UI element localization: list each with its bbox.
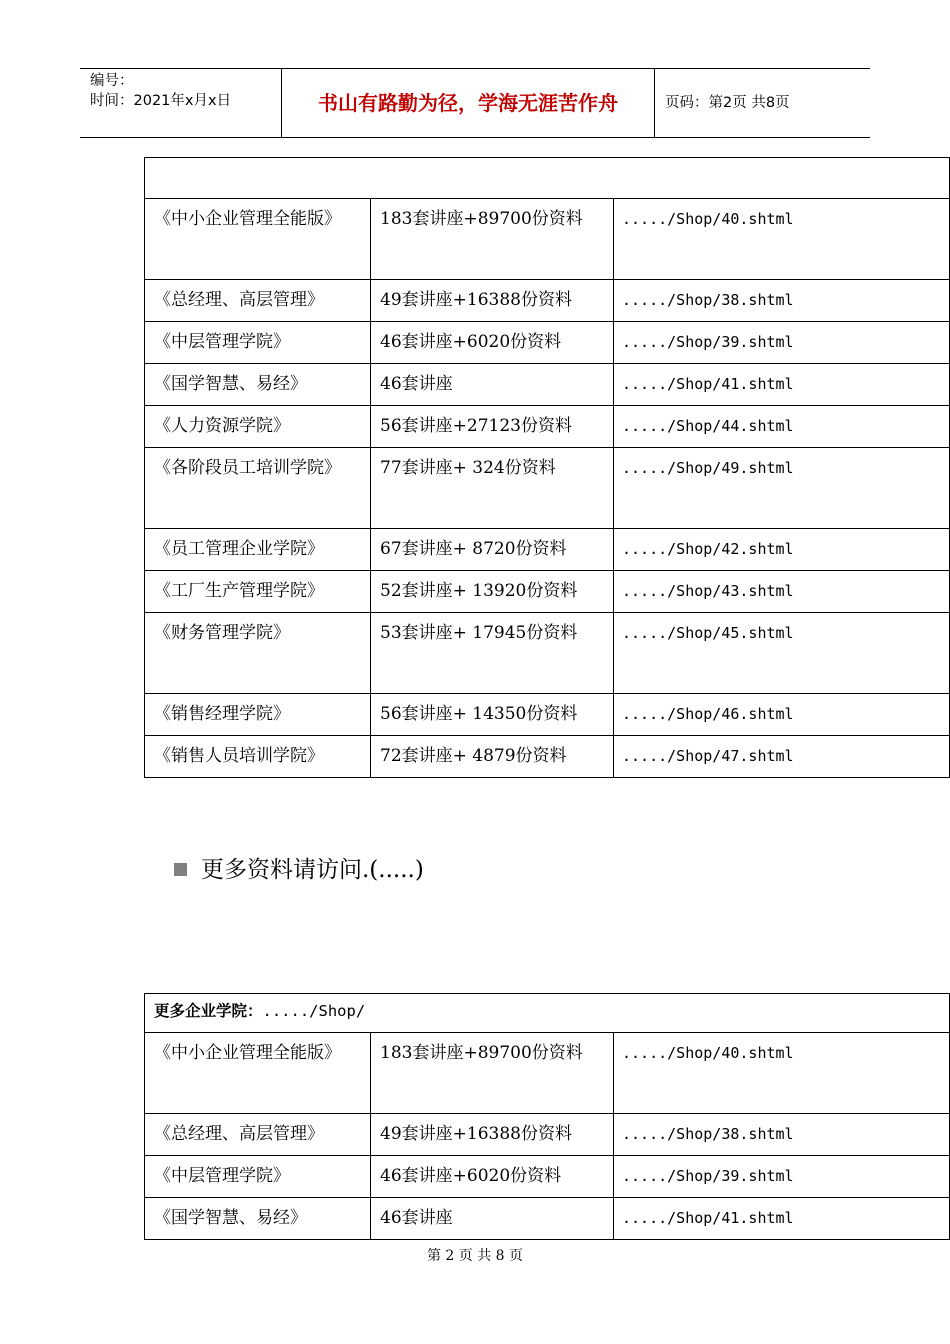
header-page-info: 页码：第2页 共8页 (665, 95, 790, 111)
course-content: 77套讲座+ 324份资料 (371, 448, 614, 529)
course-content: 46套讲座 (371, 364, 614, 406)
course-name: 《中层管理学院》 (145, 322, 371, 364)
table-row (145, 736, 950, 778)
course-name: 《工厂生产管理学院》 (145, 571, 371, 613)
table-row (145, 1033, 950, 1114)
page-footer: 第 2 页 共 8 页 (426, 1248, 524, 1264)
table-heading (145, 994, 950, 1033)
course-name: 《中小企业管理全能版》 (145, 199, 371, 280)
table-heading-link[interactable]: ...../Shop/ (262, 1002, 366, 1020)
table-row (145, 364, 950, 406)
course-name: 《中小企业管理全能版》 (145, 1033, 371, 1114)
course-link[interactable]: ...../Shop/40.shtml (614, 199, 950, 280)
table-row (145, 280, 950, 322)
course-name: 《中层管理学院》 (145, 1156, 371, 1198)
header-motto: 书山有路勤为径，学海无涯苦作舟 (282, 69, 655, 137)
course-content: 49套讲座+16388份资料 (371, 1114, 614, 1156)
table-header-row (145, 994, 950, 1033)
course-link[interactable]: ...../Shop/47.shtml (614, 736, 950, 778)
header-meta (80, 69, 282, 137)
course-content: 46套讲座+6020份资料 (371, 322, 614, 364)
course-link[interactable]: ...../Shop/42.shtml (614, 529, 950, 571)
course-link[interactable]: ...../Shop/41.shtml (614, 364, 950, 406)
course-content: 183套讲座+89700份资料 (371, 1033, 614, 1114)
table-heading-label: 更多企业学院： (154, 1002, 263, 1020)
more-resources-text[interactable]: 更多资料请访问.(.....) (201, 857, 424, 883)
course-name: 《国学智慧、易经》 (145, 1198, 371, 1240)
document-time-label: 时间：2021年x月x日 (90, 93, 232, 109)
table-row (145, 322, 950, 364)
course-name: 《总经理、高层管理》 (145, 1114, 371, 1156)
document-number-label: 编号： (90, 73, 134, 89)
table-row (145, 1156, 950, 1198)
course-link[interactable]: ...../Shop/44.shtml (614, 406, 950, 448)
table-row (145, 448, 950, 529)
table-row (145, 694, 950, 736)
course-content: 56套讲座+ 14350份资料 (371, 694, 614, 736)
table-row (145, 529, 950, 571)
course-content: 46套讲座+6020份资料 (371, 1156, 614, 1198)
table-row (145, 406, 950, 448)
course-link[interactable]: ...../Shop/40.shtml (614, 1033, 950, 1114)
course-link[interactable]: ...../Shop/49.shtml (614, 448, 950, 529)
course-content: 56套讲座+27123份资料 (371, 406, 614, 448)
course-name: 《销售经理学院》 (145, 694, 371, 736)
course-link[interactable]: ...../Shop/46.shtml (614, 694, 950, 736)
course-link[interactable]: ...../Shop/41.shtml (614, 1198, 950, 1240)
course-name: 《各阶段员工培训学院》 (145, 448, 371, 529)
square-bullet-icon (174, 863, 187, 876)
table-row (145, 613, 950, 694)
course-link[interactable]: ...../Shop/45.shtml (614, 613, 950, 694)
table-row (145, 571, 950, 613)
course-content: 49套讲座+16388份资料 (371, 280, 614, 322)
course-link[interactable]: ...../Shop/43.shtml (614, 571, 950, 613)
course-table-1 (144, 157, 950, 778)
more-resources-bullet (174, 852, 424, 888)
table-row (145, 1114, 950, 1156)
course-table-2 (144, 993, 950, 1240)
course-content: 53套讲座+ 17945份资料 (371, 613, 614, 694)
table-row (145, 199, 950, 280)
course-name: 《财务管理学院》 (145, 613, 371, 694)
page-header (80, 68, 870, 138)
course-content: 67套讲座+ 8720份资料 (371, 529, 614, 571)
course-name: 《人力资源学院》 (145, 406, 371, 448)
table-header-empty-cell (145, 158, 950, 199)
table-row (145, 1198, 950, 1240)
course-content: 183套讲座+89700份资料 (371, 199, 614, 280)
course-name: 《员工管理企业学院》 (145, 529, 371, 571)
course-name: 《总经理、高层管理》 (145, 280, 371, 322)
table-header-row (145, 158, 950, 199)
course-content: 72套讲座+ 4879份资料 (371, 736, 614, 778)
course-content: 52套讲座+ 13920份资料 (371, 571, 614, 613)
course-link[interactable]: ...../Shop/39.shtml (614, 1156, 950, 1198)
course-name: 《国学智慧、易经》 (145, 364, 371, 406)
course-name: 《销售人员培训学院》 (145, 736, 371, 778)
course-link[interactable]: ...../Shop/38.shtml (614, 280, 950, 322)
course-link[interactable]: ...../Shop/38.shtml (614, 1114, 950, 1156)
course-link[interactable]: ...../Shop/39.shtml (614, 322, 950, 364)
course-content: 46套讲座 (371, 1198, 614, 1240)
